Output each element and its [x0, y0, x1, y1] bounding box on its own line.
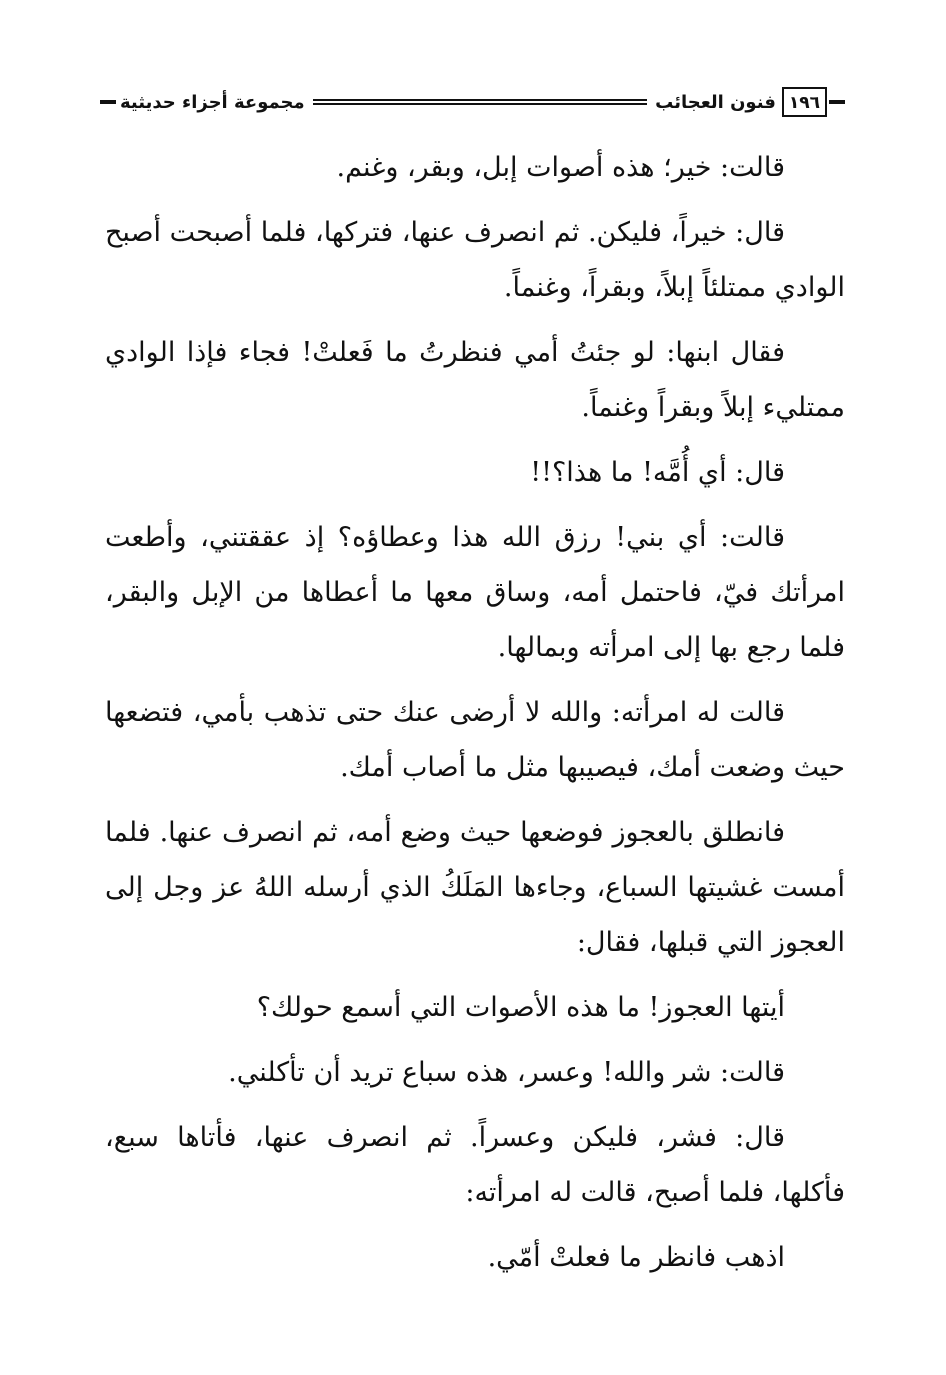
collection-title: مجموعة أجزاء حديثية	[120, 91, 305, 113]
header-rule-start	[829, 100, 845, 104]
page-body	[105, 140, 845, 1295]
paragraph: أيتها العجوز! ما هذه الأصوات التي أسمع حولك؟	[256, 992, 785, 1023]
header-rule-end	[100, 100, 116, 104]
paragraph: قالت: أي بني! رزق الله هذا وعطاؤه؟ إذ عققتني، وأطعت امرأتك فيّ، فاحتمل أمه، وساق معها ما أعطاها من الإبل والبقر، فلما رجع بها إلى امرأته وبمالها.	[105, 522, 845, 663]
paragraph: قالت: شر والله! وعسر، هذه سباع تريد أن تأكلني.	[228, 1057, 785, 1088]
paragraph: فقال ابنها: لو جئتُ أمي فنظرتُ ما فَعلتْ! فجاء فإذا الوادي ممتليء إبلاً وبقراً وغنماً.	[105, 337, 845, 423]
header-rule-middle	[313, 99, 648, 105]
running-header	[100, 82, 845, 122]
paragraph: اذهب فانظر ما فعلتْ أمّي.	[487, 1242, 785, 1273]
paragraph: قال: فشر، فليكن وعسراً. ثم انصرف عنها، فأتاها سبع، فأكلها، فلما أصبح، قالت له امرأته:	[105, 1122, 845, 1208]
paragraph: قالت: خير؛ هذه أصوات إبل، وبقر، وغنم.	[336, 152, 785, 183]
paragraph: قالت له امرأته: والله لا أرضى عنك حتى تذهب بأمي، فتضعها حيث وضعت أمك، فيصيبها مثل ما أصاب أمك.	[105, 697, 845, 783]
chapter-title: فنون العجائب	[655, 91, 776, 113]
paragraph: قال: أي أُمَّه! ما هذا؟!!	[530, 457, 785, 488]
paragraph: فانطلق بالعجوز فوضعها حيث وضع أمه، ثم انصرف عنها. فلما أمست غشيتها السباع، وجاءها المَلَكُ الذي أرسله اللهُ عز وجل إلى العجوز التي قبلها، فقال:	[105, 817, 845, 958]
paragraph: قال: خيراً، فليكن. ثم انصرف عنها، فتركها، فلما أصبحت أصبح الوادي ممتلئاً إبلاً، وبقراً، وغنماً.	[105, 217, 845, 303]
page-number: ١٩٦	[782, 87, 827, 117]
